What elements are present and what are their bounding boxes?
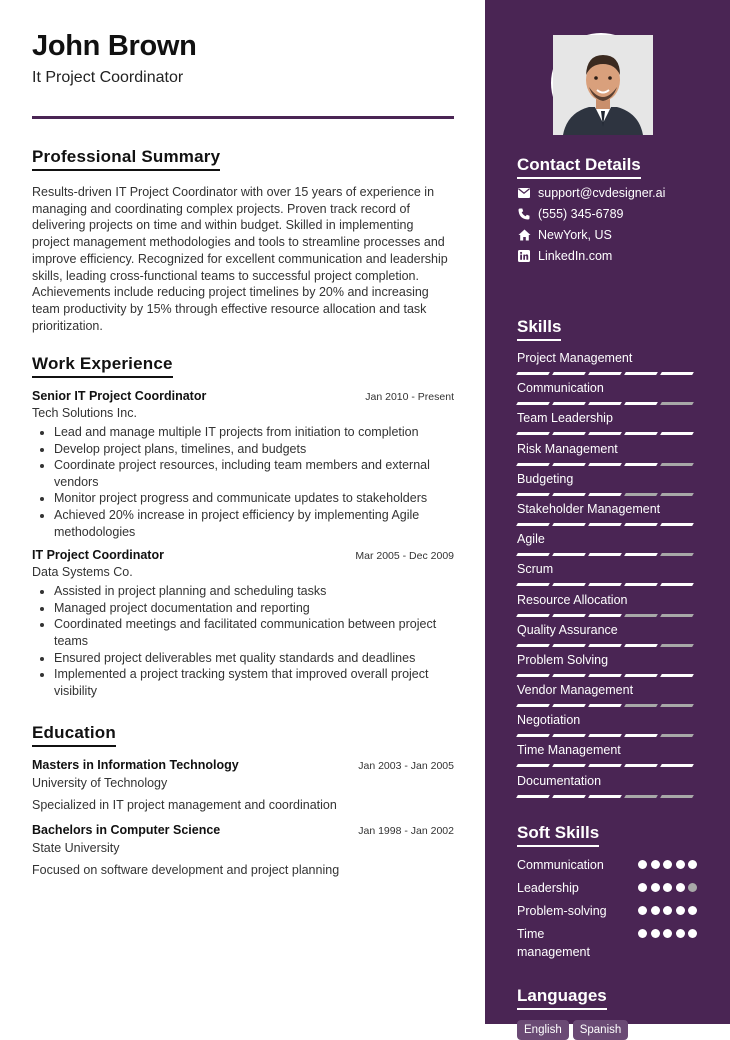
candidate-title: It Project Coordinator	[32, 69, 184, 86]
job-bullets	[32, 424, 454, 540]
rating-dot	[688, 883, 697, 892]
soft-skill-rating	[635, 883, 698, 892]
skill-level-segment	[660, 463, 694, 466]
skill-level-segment	[516, 583, 550, 586]
skill-item	[517, 623, 707, 653]
skills-list	[517, 351, 707, 804]
skill-item	[517, 381, 707, 411]
skill-item	[517, 683, 707, 713]
skill-level-segment	[624, 463, 658, 466]
contact-linkedin[interactable]	[517, 248, 707, 263]
job-title: IT Project Coordinator	[32, 548, 164, 563]
education-entry	[32, 823, 454, 877]
job-bullet: • Coordinate project resources, including team members and external vendors	[54, 457, 454, 490]
rating-dot	[688, 860, 697, 869]
skill-level-segment	[624, 764, 658, 767]
job-bullet: • Ensured project deliverables met quality standards and deadlines	[54, 650, 454, 667]
education-date: Jan 2003 - Jan 2005	[358, 760, 454, 772]
rating-dot	[663, 860, 672, 869]
skill-level-segment	[588, 553, 622, 556]
school-name: University of Technology	[32, 776, 168, 790]
skill-name: Agile	[517, 532, 545, 547]
rating-dot	[638, 929, 647, 938]
job-company: Data Systems Co.	[32, 565, 133, 580]
phone-icon	[517, 207, 531, 221]
candidate-name: John Brown	[32, 30, 197, 62]
contact-email[interactable]	[517, 185, 707, 200]
skill-level-bar	[517, 674, 707, 677]
soft-skill-item	[517, 925, 697, 961]
linkedin-icon	[517, 249, 531, 263]
skill-level-segment	[588, 795, 622, 798]
skill-level-bar	[517, 764, 707, 767]
skill-name: Communication	[517, 381, 604, 396]
soft-skills-section	[517, 823, 697, 966]
skill-level-segment	[552, 614, 586, 617]
skill-name: Time Management	[517, 743, 621, 758]
skill-level-bar	[517, 463, 707, 466]
skill-level-segment	[516, 493, 550, 496]
education-heading: Education	[32, 723, 116, 747]
soft-skill-rating	[635, 929, 698, 938]
skill-level-segment	[552, 583, 586, 586]
rating-dot	[676, 860, 685, 869]
header-divider	[32, 116, 454, 119]
skill-level-segment	[552, 734, 586, 737]
skill-level-segment	[588, 764, 622, 767]
job-entry	[32, 548, 454, 699]
skill-name: Budgeting	[517, 471, 574, 486]
skill-level-bar	[517, 644, 707, 647]
contact-heading: Contact Details	[517, 155, 641, 179]
skill-name: Vendor Management	[517, 683, 634, 698]
skill-level-segment	[660, 734, 694, 737]
skill-level-segment	[516, 795, 550, 798]
skill-level-bar	[517, 614, 707, 617]
skill-level-segment	[624, 795, 658, 798]
skill-level-bar	[517, 372, 707, 375]
rating-dot	[688, 906, 697, 915]
degree-title: Bachelors in Computer Science	[32, 823, 221, 837]
rating-dot	[651, 906, 660, 915]
skill-level-segment	[516, 644, 550, 647]
languages-list	[517, 1020, 707, 1040]
language-pill: English	[517, 1020, 569, 1040]
skill-level-segment	[588, 704, 622, 707]
home-icon	[517, 228, 531, 242]
skill-item	[517, 351, 707, 381]
skill-level-segment	[624, 523, 658, 526]
skill-name: Team Leadership	[517, 411, 613, 426]
job-date: Mar 2005 - Dec 2009	[355, 550, 454, 563]
skill-level-segment	[660, 553, 694, 556]
skill-level-segment	[660, 493, 694, 496]
skill-level-segment	[624, 372, 658, 375]
education-entry	[32, 758, 454, 812]
soft-skill-name: Time management	[517, 927, 590, 959]
soft-skill-item	[517, 856, 697, 874]
skill-level-segment	[624, 614, 658, 617]
soft-skills-list	[517, 856, 697, 961]
degree-title: Masters in Information Technology	[32, 758, 239, 772]
skill-level-segment	[588, 523, 622, 526]
job-bullet: • Achieved 20% increase in project efficiency by implementing Agile methodologies	[54, 507, 454, 540]
rating-dot	[638, 906, 647, 915]
skill-level-segment	[552, 402, 586, 405]
skill-item	[517, 713, 707, 743]
skill-name: Quality Assurance	[517, 622, 618, 637]
skill-name: Negotiation	[517, 713, 581, 728]
profile-photo	[551, 33, 651, 133]
skill-level-segment	[624, 704, 658, 707]
avatar-portrait	[553, 35, 653, 135]
job-bullet: • Monitor project progress and communicate updates to stakeholders	[54, 490, 454, 507]
envelope-icon	[517, 186, 531, 200]
skill-level-segment	[588, 614, 622, 617]
skill-level-segment	[552, 372, 586, 375]
skill-level-segment	[516, 402, 550, 405]
job-bullet: • Assisted in project planning and scheduling tasks	[54, 583, 454, 600]
skill-level-segment	[660, 372, 694, 375]
education-section	[32, 723, 454, 877]
skill-level-bar	[517, 432, 707, 435]
skill-level-bar	[517, 583, 707, 586]
skill-level-segment	[660, 583, 694, 586]
rating-dot	[638, 860, 647, 869]
skill-level-segment	[552, 674, 586, 677]
rating-dot	[651, 883, 660, 892]
skill-level-segment	[552, 463, 586, 466]
skill-name: Project Management	[517, 351, 633, 365]
skill-level-segment	[624, 402, 658, 405]
skill-name: Risk Management	[517, 441, 618, 456]
skill-item	[517, 472, 707, 502]
skill-name: Problem Solving	[517, 652, 609, 667]
job-entry	[32, 389, 454, 540]
skill-level-segment	[516, 704, 550, 707]
skill-level-segment	[660, 402, 694, 405]
skill-level-bar	[517, 523, 707, 526]
skill-level-segment	[588, 644, 622, 647]
skill-level-bar	[517, 734, 707, 737]
rating-dot	[663, 883, 672, 892]
skill-level-segment	[660, 704, 694, 707]
job-bullet: • Coordinated meetings and facilitated communication between project teams	[54, 616, 454, 649]
skill-level-bar	[517, 493, 707, 496]
skill-item	[517, 562, 707, 592]
skill-level-segment	[588, 583, 622, 586]
skill-item	[517, 532, 707, 562]
skill-level-segment	[588, 493, 622, 496]
skill-level-segment	[660, 644, 694, 647]
rating-dot	[676, 929, 685, 938]
job-bullets	[32, 583, 454, 699]
skills-section	[517, 317, 707, 804]
contact-location	[517, 227, 707, 242]
skill-level-segment	[588, 674, 622, 677]
education-date: Jan 1998 - Jan 2002	[358, 825, 454, 837]
summary-section	[32, 147, 454, 334]
skill-level-segment	[552, 553, 586, 556]
skill-level-segment	[660, 523, 694, 526]
soft-skill-item	[517, 879, 697, 897]
work-section	[32, 354, 454, 699]
rating-dot	[651, 860, 660, 869]
contact-section	[517, 155, 707, 263]
rating-dot	[676, 906, 685, 915]
skill-level-segment	[660, 432, 694, 435]
summary-text: Results-driven IT Project Coordinator with over 15 years of experience in managing and coordinating complex projects. Proven track record of delivering projects on time and within budget. Skilled in implementing project management methodologies and tools to streamline processes and improve efficiency. Recognized for excellent communication and leadership skills, leading cross-functional teams to successful project completion. Achievements include reducing project timelines by 20% and increasing team productivity by 15% through effective resource allocation and task prioritization.	[32, 185, 448, 333]
skill-item	[517, 593, 707, 623]
skill-level-segment	[552, 764, 586, 767]
skill-level-segment	[516, 553, 550, 556]
skill-level-segment	[588, 734, 622, 737]
skill-level-segment	[624, 493, 658, 496]
sidebar	[485, 0, 730, 1036]
work-heading: Work Experience	[32, 354, 173, 378]
job-bullet: • Lead and manage multiple IT projects from initiation to completion	[54, 424, 454, 441]
education-description: Specialized in IT project management and coordination	[32, 798, 337, 812]
skill-level-segment	[552, 432, 586, 435]
skill-level-bar	[517, 402, 707, 405]
school-name: State University	[32, 841, 120, 855]
skill-level-segment	[660, 674, 694, 677]
soft-skill-rating	[635, 860, 698, 869]
skill-name: Documentation	[517, 773, 602, 788]
job-company: Tech Solutions Inc.	[32, 406, 137, 420]
skill-item	[517, 442, 707, 472]
contact-email-text: support@cvdesigner.ai	[538, 185, 666, 200]
skill-level-segment	[588, 432, 622, 435]
job-bullet: • Implemented a project tracking system that improved overall project visibility	[54, 666, 454, 699]
soft-skill-name: Communication	[517, 858, 604, 872]
contact-linkedin-text: LinkedIn.com	[538, 248, 613, 263]
skill-level-segment	[516, 614, 550, 617]
rating-dot	[638, 883, 647, 892]
skill-level-segment	[588, 402, 622, 405]
rating-dot	[651, 929, 660, 938]
skill-level-segment	[588, 372, 622, 375]
skill-level-segment	[624, 734, 658, 737]
skill-level-segment	[552, 523, 586, 526]
job-date: Jan 2010 - Present	[365, 391, 454, 403]
skill-level-segment	[516, 432, 550, 435]
skill-name: Stakeholder Management	[517, 501, 661, 516]
skill-level-segment	[660, 795, 694, 798]
skill-level-bar	[517, 704, 707, 707]
skill-item	[517, 502, 707, 532]
languages-heading: Languages	[517, 986, 607, 1010]
skills-heading: Skills	[517, 317, 561, 341]
skill-level-segment	[516, 463, 550, 466]
skill-item	[517, 653, 707, 683]
skill-level-segment	[516, 674, 550, 677]
skill-level-segment	[624, 644, 658, 647]
skill-level-segment	[516, 734, 550, 737]
rating-dot	[663, 906, 672, 915]
skill-level-segment	[552, 644, 586, 647]
skill-level-segment	[660, 614, 694, 617]
skill-level-segment	[516, 764, 550, 767]
skill-level-bar	[517, 553, 707, 556]
skill-level-bar	[517, 795, 707, 798]
soft-skills-heading: Soft Skills	[517, 823, 599, 847]
skill-item	[517, 774, 707, 804]
skill-level-segment	[660, 764, 694, 767]
rating-dot	[688, 929, 697, 938]
skill-name: Scrum	[517, 562, 554, 577]
education-description: Focused on software development and project planning	[32, 863, 340, 877]
job-title: Senior IT Project Coordinator	[32, 389, 207, 403]
skill-level-segment	[624, 583, 658, 586]
contact-phone[interactable]	[517, 206, 707, 221]
skill-level-segment	[624, 553, 658, 556]
soft-skill-item	[517, 902, 697, 920]
skill-level-segment	[624, 432, 658, 435]
skill-name: Resource Allocation	[517, 592, 628, 607]
skill-level-segment	[624, 674, 658, 677]
skill-level-segment	[516, 523, 550, 526]
contact-location-text: NewYork, US	[538, 227, 612, 242]
rating-dot	[676, 883, 685, 892]
languages-section	[517, 986, 707, 1040]
job-bullet: • Develop project plans, timelines, and budgets	[54, 441, 454, 458]
job-bullet: • Managed project documentation and reporting	[54, 600, 454, 617]
skill-level-segment	[552, 493, 586, 496]
skill-item	[517, 743, 707, 773]
skill-level-segment	[552, 704, 586, 707]
skill-level-segment	[516, 372, 550, 375]
contact-phone-text: (555) 345-6789	[538, 206, 624, 221]
soft-skill-name: Leadership	[517, 881, 579, 895]
skill-level-segment	[588, 463, 622, 466]
language-pill: Spanish	[573, 1020, 629, 1040]
rating-dot	[663, 929, 672, 938]
skill-level-segment	[552, 795, 586, 798]
skill-item	[517, 411, 707, 441]
summary-heading: Professional Summary	[32, 147, 220, 171]
soft-skill-rating	[635, 906, 698, 915]
soft-skill-name: Problem-solving	[517, 904, 607, 918]
